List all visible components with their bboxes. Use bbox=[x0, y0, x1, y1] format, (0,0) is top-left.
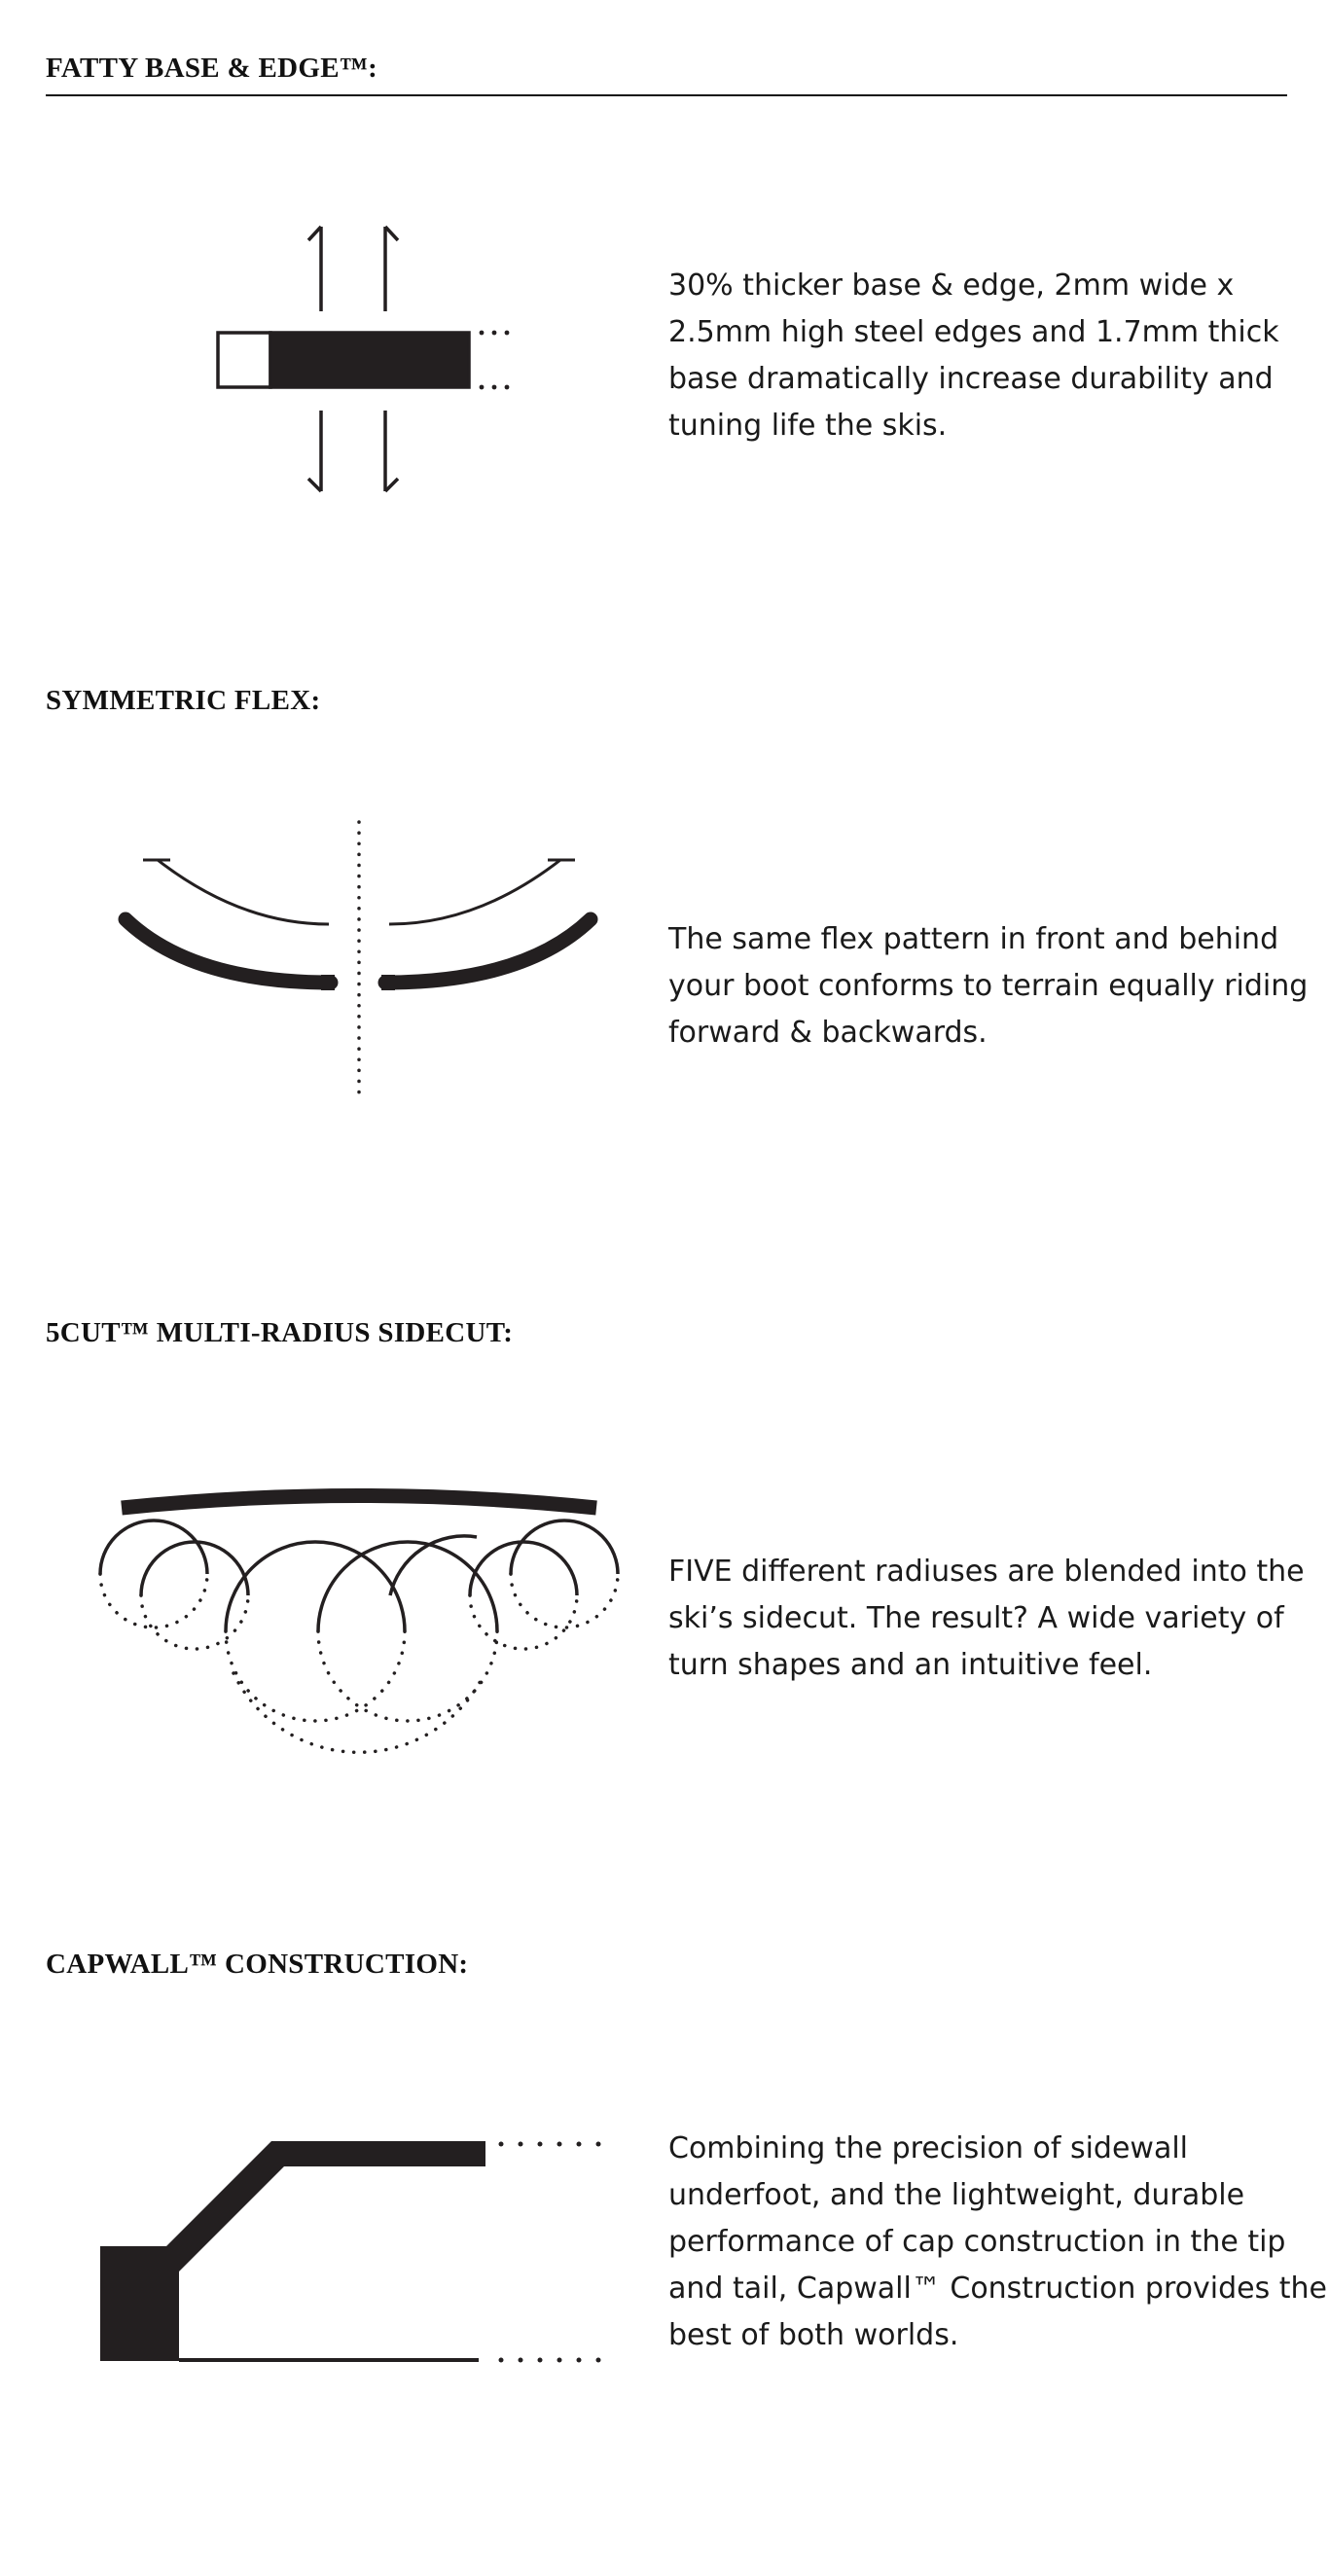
feature-5cut-sidecut bbox=[46, 1313, 1305, 1858]
base-edge-diagram-icon bbox=[46, 126, 668, 545]
section-title: SYMMETRIC FLEX: bbox=[46, 685, 321, 716]
multi-radius-sidecut-diagram-icon bbox=[46, 1391, 668, 1809]
section-description: 30% thicker base & edge, 2mm wide x 2.5mm high steel edges and 1.7mm thick base dramatically increase durability and tuning life the skis. bbox=[668, 268, 1279, 443]
section-description: Combining the precision of sidewall underfoot, and the lightweight, durable performance of cap construction in the tip and tail, Capwall™ Construction provides the best of both worlds. bbox=[668, 2131, 1327, 2352]
section-title: FATTY BASE & EDGE™: bbox=[46, 53, 378, 84]
capwall-construction-diagram-icon bbox=[46, 2022, 668, 2441]
section-description: The same flex pattern in front and behind your boot conforms to terrain equally riding forward & backwards. bbox=[668, 922, 1309, 1050]
section-title: CAPWALL™ CONSTRUCTION: bbox=[46, 1949, 469, 1980]
section-divider bbox=[46, 94, 1287, 96]
feature-fatty-base-edge bbox=[46, 49, 1287, 593]
feature-capwall-construction bbox=[46, 1945, 1327, 2489]
symmetric-flex-diagram-icon bbox=[46, 759, 668, 1177]
section-description: FIVE different radiuses are blended into the ski’s sidecut. The result? A wide variety of turn shapes and an intuitive feel. bbox=[668, 1555, 1305, 1682]
section-title: 5CUT™ MULTI-RADIUS SIDECUT: bbox=[46, 1317, 514, 1348]
feature-symmetric-flex bbox=[46, 681, 1309, 1226]
